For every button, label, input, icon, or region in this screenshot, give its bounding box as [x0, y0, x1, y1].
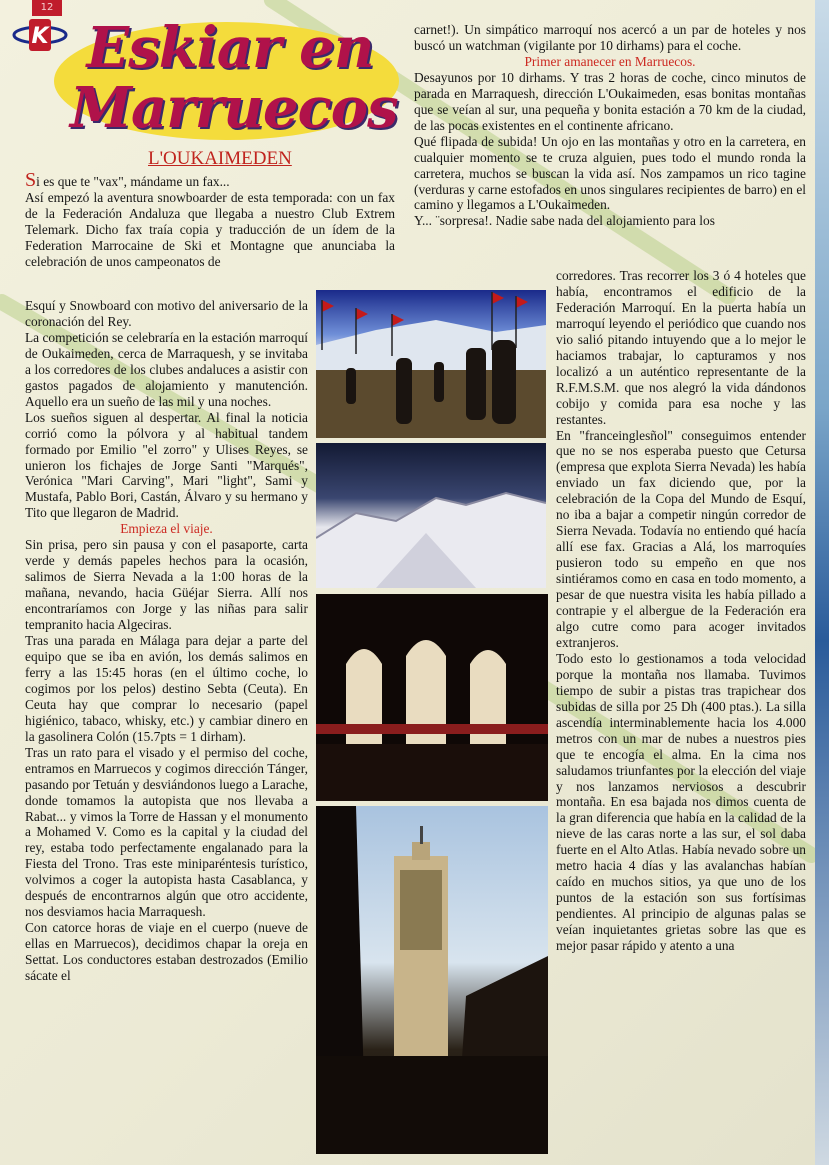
photo-minaret-art: [316, 806, 548, 1154]
paragraph: Tras un rato para el visado y el permiso del coche, entramos en Marruecos y cogimos dirección Tánger, pasando por Tetuán y desviándonos luego a Larache, donde tomamos la autopista que nos llevaba a Rabat... y vimos la Torre de Hassan y el monumento a Mohamed V. Como es la capital y la ciudad del rey, estaba todo perfectamente engalanado para la Fiesta del Trono. Tras este miniparéntesis turístico, volvimos a coger la autopista hasta Casablanca, y después de encontrarnos algún que otro accidente, nos desviamos hacia Marraquesh.: [25, 744, 308, 920]
photo-ski-station-crowd: [316, 290, 546, 438]
paragraph: Tras una parada en Málaga para dejar a parte del equipo que se iba en avión, los demás salimos en ferry a las 15:45 horas (en el último coche, lo cogimos por los pelos) destino Sebta (Ceuta). En Ceuta hay que comprar lo necesario (papel higiénico, tabaco, whisky, etc.) y cambiar dinero en la gasolinera Colón (15.7pts = 1 dirham).: [25, 633, 308, 744]
paragraph: Los sueños siguen al despertar. Al final la noticia corrió como la pólvora y al habitual tandem formado por Emilio "el zorro" y Ulises Reyes, se unieron los fichajes de Jorge Santi "Marqués", Verónica "Mari Carving", Mari "light", Sami y Mustafa, Pablo Bori, Castán, Álvaro y su hermano y Tito que llegaron de Madrid.: [25, 409, 308, 521]
drop-cap: S: [25, 169, 37, 191]
photo-arched-courtyard: [316, 594, 548, 801]
column-2: [556, 268, 806, 954]
article-title: [70, 15, 398, 141]
page-edge: [815, 0, 829, 1165]
column-2-top: [414, 22, 806, 229]
paragraph: Sin prisa, pero sin pausa y con el pasaporte, carta verde y demás papeles hechos para la ocasión, salimos de Sierra Nevada a la 1:00 horas de la mañana, nevando, hacia Güéjar Sierra. Allí nos encontraríamos con Jorge y las niñas para salir tempranito hacia Algeciras.: [25, 537, 308, 633]
page-number: 12: [32, 0, 62, 16]
brand-logo: [12, 15, 68, 55]
photo-ski-station-crowd-art: [316, 290, 546, 438]
intro-line: Si es que te "vax", mándame un fax...: [25, 169, 230, 191]
paragraph: corredores. Tras recorrer los 3 ó 4 hoteles que había, encontramos el edificio de la Federación Marroquí. En la puerta había un marroquí leyendo el periódico que cuando nos vio salió pitando intuyendo que a lo mejor le haciamos trabajar, lo capturamos y nos localizó a un auténtico representante de la R.F.M.S.M. que nos alegró la vida dándonos cobijo y comida para esa noche y las restantes.: [556, 268, 806, 427]
photo-snowy-mountains: [316, 443, 546, 588]
paragraph: Todo esto lo gestionamos a toda velocidad porque la montaña nos llamaba. Tuvimos tiempo de subir a pistas tras trapichear dos subidas de silla por 25 Dh (400 ptas.). La silla ascendía interminablemente hacia los 4.000 metros con un mar de nubes a nuestros pies que te encogía el alma. En la cima nos saludamos triunfantes por la elección del viaje y nos lanzamos nerviosos a descubrir montaña. En esa bajada nos dimos cuenta de la gran diferencia que había en la calidad de la nieve de las caras norte a las sur, el sol daba fuerte en el Alto Atlas. Había nevado sobre un metro hacia 4 días y las avalanchas habían caído en muchos sitios, ya que uno de los puntos de la estación son sus fortísimas pendientes. Al principio de algunas palas se veían inquietantes grietas sobre las que es mejor pasar rápido y atento a una: [556, 650, 806, 954]
paragraph: carnet!). Un simpático marroquí nos acercó a un par de hoteles y nos buscó un watchman (vigilante por 10 dirhams) para el coche.: [414, 22, 806, 53]
paragraph: La competición se celebraría en la estación marroquí de Oukaimeden, cerca de Marraquesh, y se invitaba a los corredores de los clubes andaluces a asistir con gastos pagados de alojamiento y manutención. Aquello era un sueño de las mil y una noches.: [25, 329, 308, 409]
paragraph: Desayunos por 10 dirhams. Y tras 2 horas de coche, cinco minutos de parada en Marraquesh, dirección L'Oukaimeden, esas bonitas montañas que se veían al sur, una pequeña y bonita estación a 70 km de la ciudad, de las pocas existentes en el continente africano.: [414, 69, 806, 133]
column-1-top: [25, 169, 395, 270]
section-heading: Primer amanecer en Marruecos.: [524, 53, 696, 69]
photo-snowy-mountains-art: [316, 443, 546, 588]
paragraph: En "franceinglesñol" conseguimos entender que no se nos esperaba puesto que Cetursa (empresa que explota Sierra Nevada) les había enviado un fax diciendo que, por la celebración de la Copa del Mundo de Esquí, no iba a bajar a competir ningún corredor de Sierra Nevada. Todavía no entiendo qué hacía allí ese fax. Gracias a Alá, los marroquíes pusieron todo su empeño en que nos sintiéramos como en casa en todo momento, a pesar de que nuestra visita les había pillado a contrapie y el albergue de la Federación era algo cutre como para acoger invitados extranjeros.: [556, 427, 806, 650]
paragraph: Y... ¨sorpresa!. Nadie sabe nada del alojamiento para los: [414, 213, 715, 229]
article-subtitle: L'OUKAIMEDEN: [148, 148, 292, 169]
title-line-1: Eskiar en: [86, 15, 374, 81]
brand-logo-letter: K: [31, 24, 49, 49]
photo-arched-courtyard-art: [316, 594, 548, 801]
section-heading: Empieza el viaje.: [120, 521, 213, 537]
title-line-2: Marruecos: [70, 75, 398, 141]
paragraph: Qué flipada de subida! Un ojo en las montañas y otro en la carretera, en cualquier momento se te cruza alguien, pues todo el mundo ronda la carretera, muchos se buscan la vida así. Nos zampamos un rico tagine (verduras y carne estofados en unos singulares recipientes de barro) en el camino y llegamos a L'Oukaimeden.: [414, 133, 806, 213]
paragraph: Esquí y Snowboard con motivo del aniversario de la coronación del Rey.: [25, 298, 308, 329]
photo-minaret: [316, 806, 548, 1154]
paragraph: Con catorce horas de viaje en el cuerpo (nueve de ellas en Marruecos), decidimos chapar la oreja en Settat. Los conductores estaban destrozados (Emilio sácate el: [25, 920, 308, 984]
column-1: [25, 298, 308, 984]
paragraph: Así empezó la aventura snowboarder de esta temporada: con un fax de la Federación Andaluza que llegaba a nuestro Club Extrem Telemark. Dicho fax traía copia y traducción de un ídem de la Federation Marrocaine de Ski et Montagne que anunciaba la celebración de unos campeonatos de: [25, 189, 395, 269]
